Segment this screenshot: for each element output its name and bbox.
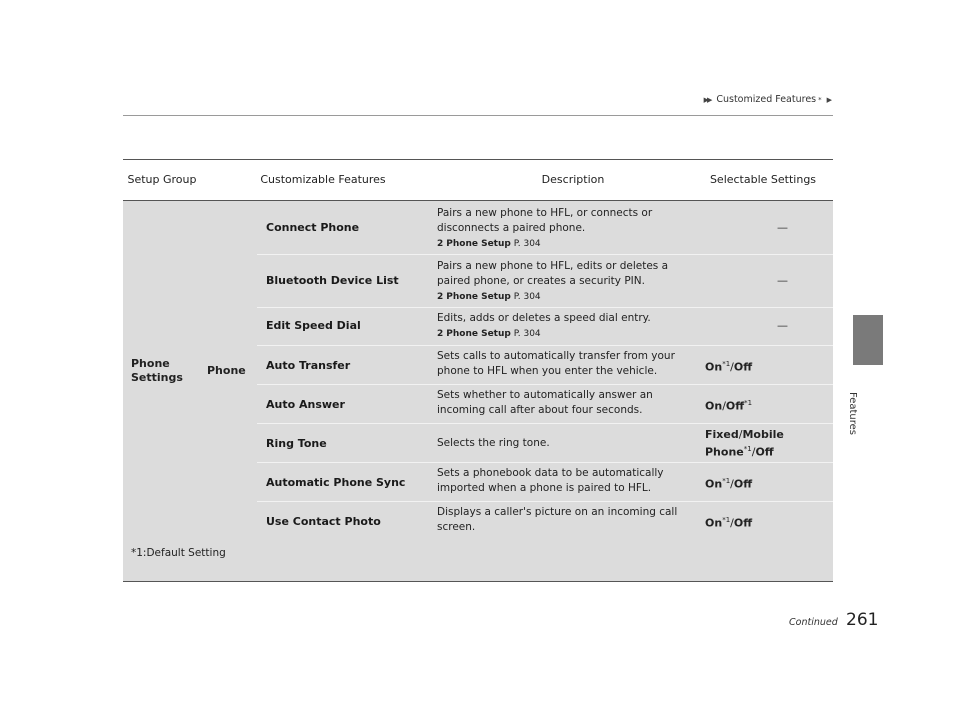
setting-option: Off (733, 360, 753, 374)
setting-separator: / (730, 477, 734, 491)
setting-none: — (777, 319, 788, 332)
reference-name: Phone Setup (446, 292, 511, 302)
reference-arrow-icon: 2 (437, 292, 444, 302)
table-row (257, 501, 833, 540)
header-description: Description (541, 173, 605, 186)
breadcrumb-arrows-icon: ▶▶ (703, 95, 711, 104)
feature-description: Displays a caller's picture on an incoming call screen. (437, 506, 678, 533)
default-marker: *1 (744, 399, 753, 407)
feature-name: Automatic Phone Sync (266, 476, 406, 489)
header-customizable-features: Customizable Features (260, 173, 386, 186)
setting-separator: / (730, 516, 734, 530)
selectable-setting (705, 474, 752, 492)
setting-separator: / (730, 360, 734, 374)
selectable-setting (705, 428, 795, 460)
setting-option: Off (733, 477, 753, 491)
header-selectable-settings: Selectable Settings (709, 173, 817, 186)
table-row (257, 254, 833, 308)
feature-description (437, 259, 682, 305)
selectable-setting (705, 357, 752, 375)
reference-name: Phone Setup (446, 239, 511, 249)
cross-reference[interactable] (437, 237, 682, 252)
section-tab (853, 315, 883, 365)
table-row (257, 462, 833, 502)
header-rule (123, 115, 833, 116)
default-marker: *1 (722, 477, 731, 485)
cross-reference[interactable] (437, 327, 682, 342)
setting-option: On (705, 516, 723, 530)
setting-option: On (705, 360, 723, 374)
feature-name: Auto Answer (266, 398, 345, 411)
feature-description (437, 311, 682, 342)
table-row (257, 201, 833, 255)
breadcrumb (704, 94, 832, 105)
description-text: Pairs a new phone to HFL, or connects or disconnects a paired phone. (437, 207, 653, 234)
breadcrumb-end-arrow-icon: ▶ (826, 95, 832, 104)
description-text: Pairs a new phone to HFL, edits or deletes a paired phone, or creates a security PIN. (437, 260, 669, 287)
feature-name: Bluetooth Device List (266, 274, 399, 287)
header-setup-group: Setup Group (127, 173, 197, 186)
setting-none: — (777, 221, 788, 234)
selectable-setting (705, 396, 752, 414)
default-marker: *1 (722, 360, 731, 368)
setup-subgroup-label: Phone (207, 364, 246, 377)
feature-name: Use Contact Photo (266, 515, 381, 528)
setting-separator: / (738, 428, 743, 441)
table-row (257, 384, 833, 424)
selectable-setting (705, 513, 752, 531)
setting-separator: / (751, 445, 756, 459)
feature-name: Auto Transfer (266, 359, 351, 372)
continued-label: Continued (789, 617, 838, 628)
reference-arrow-icon: 2 (437, 239, 444, 249)
table-header (123, 159, 833, 201)
setting-option: Off (725, 399, 745, 413)
feature-description (437, 206, 682, 252)
breadcrumb-asterisk: * (818, 95, 822, 104)
description-text: Edits, adds or deletes a speed dial entry. (437, 312, 651, 324)
setting-option: Off (733, 516, 753, 530)
feature-name: Ring Tone (266, 437, 327, 450)
table-row (257, 345, 833, 385)
setting-option: Off (755, 445, 774, 459)
reference-page: P. 304 (513, 329, 541, 339)
page-number: 261 (846, 610, 879, 630)
feature-description: Sets whether to automatically answer an incoming call after about four seconds. (437, 389, 653, 416)
default-marker: *1 (722, 516, 731, 524)
setting-separator: / (722, 399, 726, 413)
table-row (257, 307, 833, 346)
feature-description: Sets calls to automatically transfer from your phone to HFL when you enter the vehicle. (437, 350, 675, 377)
feature-name: Connect Phone (266, 221, 360, 234)
feature-description: Sets a phonebook data to be automatically imported when a phone is paired to HFL. (437, 467, 664, 494)
table-row (257, 423, 833, 463)
footnote: *1:Default Setting (131, 547, 226, 559)
setting-option: Fixed (705, 428, 739, 441)
setting-option: On (705, 399, 723, 413)
reference-page: P. 304 (513, 292, 541, 302)
reference-page: P. 304 (513, 239, 541, 249)
reference-arrow-icon: 2 (437, 329, 444, 339)
setting-none: — (777, 274, 788, 287)
table-body (123, 201, 833, 582)
customized-features-table (123, 159, 833, 582)
feature-description: Selects the ring tone. (437, 437, 550, 449)
reference-name: Phone Setup (446, 329, 511, 339)
setting-option: On (705, 477, 723, 491)
setting-option: Mobile Phone (705, 428, 784, 459)
cross-reference[interactable] (437, 290, 682, 305)
setup-group-label: Phone Settings (131, 357, 183, 384)
breadcrumb-title[interactable]: Customized Features (716, 94, 817, 105)
feature-name: Edit Speed Dial (266, 319, 361, 332)
section-label: Features (847, 392, 858, 435)
default-marker: *1 (743, 445, 752, 453)
